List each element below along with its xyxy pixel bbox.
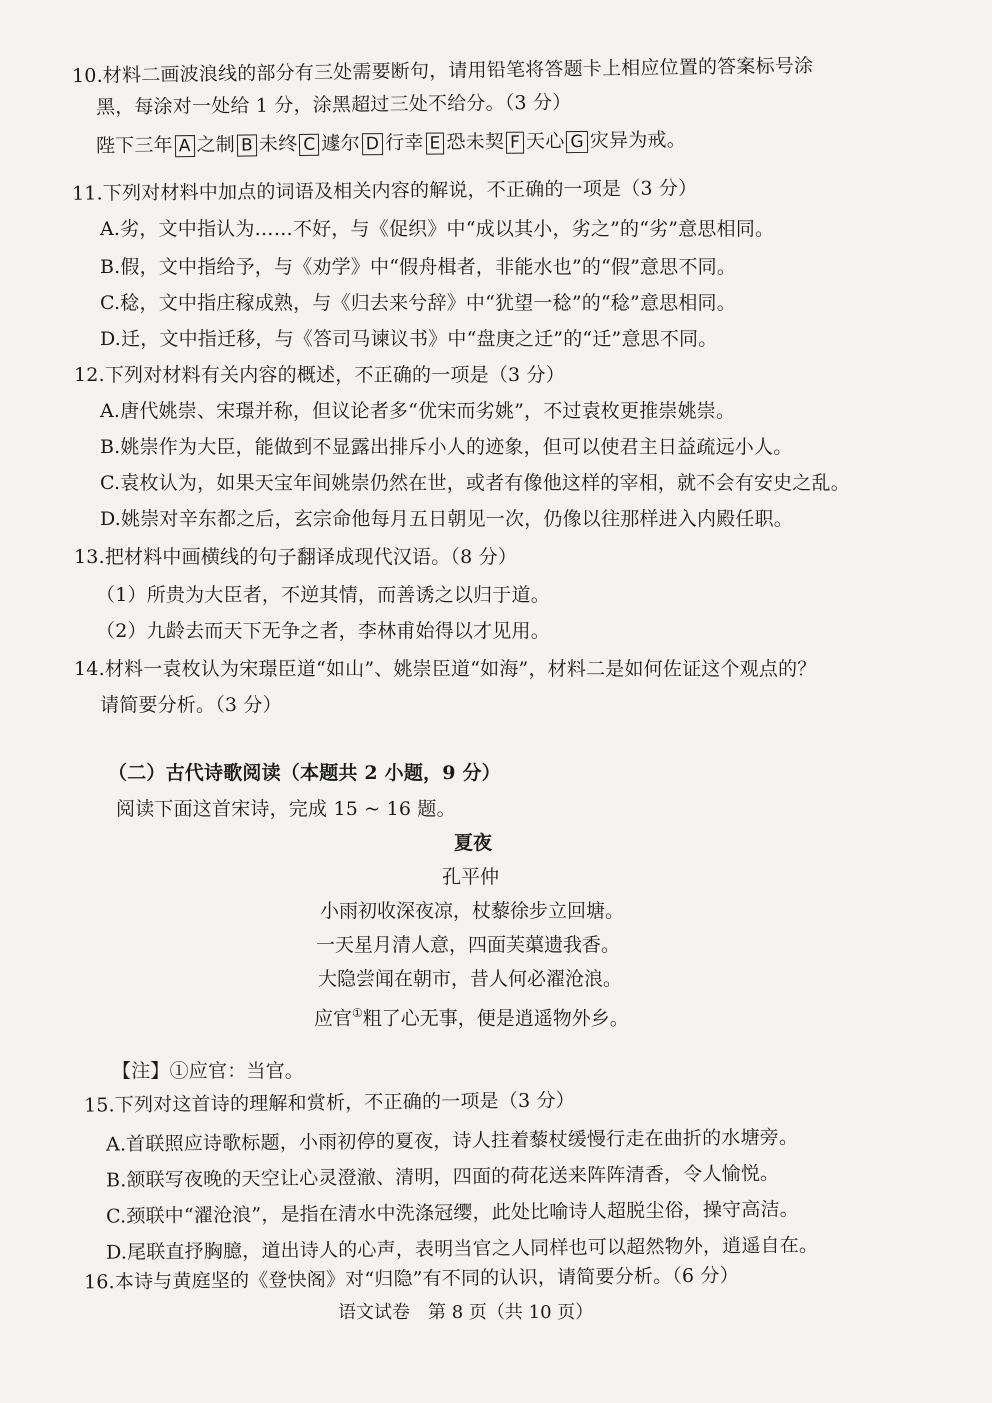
poem-title: 夏夜 bbox=[454, 832, 493, 854]
answer-label-box: A bbox=[175, 135, 195, 157]
q15-option-c: C.颈联中“濯沧浪”，是指在清水中洗涤冠缨，此处比喻诗人超脱尘俗，操守高洁。 bbox=[105, 1198, 800, 1228]
q12-option-d: D.姚崇对辛东都之后，玄宗命他每月五日朝见一次，仍像以往那样进入内殿任职。 bbox=[100, 508, 793, 530]
poem-line-2: 一天星月清人意，四面芙蕖遗我香。 bbox=[316, 934, 621, 956]
poem-author: 孔平仲 bbox=[442, 866, 500, 888]
poem-line-1: 小雨初收深夜凉，杖藜徐步立回塘。 bbox=[320, 900, 625, 922]
q11-option-c: C.稔，文中指庄稼成熟，与《归去来兮辞》中“犹望一稔”的“稔”意思相同。 bbox=[100, 292, 736, 314]
q13-stem: 13.把材料中画横线的句子翻译成现代汉语。（8 分） bbox=[74, 546, 518, 568]
segment-text: 灾异 bbox=[589, 129, 629, 152]
answer-label-box: E bbox=[425, 132, 444, 154]
q11-option-a: A.劣，文中指认为……不好，与《促织》中“成以其小，劣之”的“劣”意思相同。 bbox=[100, 218, 775, 240]
q13-item-1: （1）所贵为大臣者，不逆其情，而善诱之以归于道。 bbox=[96, 584, 550, 606]
footnote-marker: ① bbox=[352, 1006, 363, 1020]
q12-stem: 12.下列对材料有关内容的概述，不正确的一项是（3 分） bbox=[74, 364, 565, 386]
q11-option-b: B.假，文中指给予，与《劝学》中“假舟楫者，非能水也”的“假”意思不同。 bbox=[100, 256, 737, 278]
q13-item-2: （2）九龄去而天下无争之者，李林甫始得以才见用。 bbox=[96, 620, 550, 642]
q15-option-b: B.颔联写夜晚的天空让心灵澄澈、清明，四面的荷花送来阵阵清香，令人愉悦。 bbox=[105, 1162, 780, 1192]
q11-option-d: D.迁，文中指迁移，与《答司马谏议书》中“盘庚之迁”的“迁”意思不同。 bbox=[100, 328, 718, 350]
q10-line2: 黑，每涂对一处给 1 分，涂黑超过三处不给分。（3 分） bbox=[95, 91, 572, 119]
section2-intro: 阅读下面这首宋诗，完成 15 ~ 16 题。 bbox=[116, 798, 456, 820]
segment-text: 未终 bbox=[258, 132, 298, 156]
q16-stem: 16.本诗与黄庭坚的《登快阁》对“归隐”有不同的认识，请简要分析。（6 分） bbox=[83, 1264, 739, 1294]
q14-line2: 请简要分析。（3 分） bbox=[100, 694, 282, 716]
q15-stem: 15.下列对这首诗的理解和赏析，不正确的一项是（3 分） bbox=[83, 1089, 576, 1117]
segment-text: 行幸 bbox=[385, 131, 424, 155]
page-footer: 语文试卷 第 8 页（共 10 页） bbox=[338, 1302, 594, 1323]
segment-text: 天心 bbox=[525, 130, 565, 153]
poem-line-4 bbox=[314, 1000, 629, 1031]
segment-tail: 为戒。 bbox=[628, 128, 686, 152]
q11-stem: 11.下列对材料中加点的词语及相关内容的解说，不正确的一项是（3 分） bbox=[71, 177, 698, 205]
answer-label-box: B bbox=[237, 134, 257, 156]
answer-label-box: D bbox=[362, 133, 384, 155]
segment-text: 遽尔 bbox=[321, 132, 360, 155]
poem-line-3: 大隐尝闻在朝市，昔人何必濯沧浪。 bbox=[318, 968, 623, 990]
segment-text: 恐未契 bbox=[446, 130, 505, 154]
segment-text: 陛下三年 bbox=[95, 134, 173, 158]
q15-option-d: D.尾联直抒胸臆，道出诗人的心声，表明当官之人同样也可以超然物外，逍遥自在。 bbox=[105, 1234, 819, 1264]
segment-text: 之制 bbox=[196, 133, 236, 157]
answer-label-box: G bbox=[566, 131, 588, 153]
q12-option-b: B.姚崇作为大臣，能做到不显露出排斥小人的迹象，但可以使君主日益疏远小人。 bbox=[100, 436, 793, 458]
q15-option-a: A.首联照应诗歌标题，小雨初停的夏夜，诗人拄着藜杖缓慢行走在曲折的水塘旁。 bbox=[105, 1126, 799, 1156]
answer-label-box: C bbox=[299, 134, 319, 156]
q12-option-c: C.袁枚认为，如果天宝年间姚崇仍然在世，或者有像他这样的宰相，就不会有安史之乱。 bbox=[100, 472, 850, 494]
q14-line1: 14.材料一袁枚认为宋璟臣道“如山”、姚崇臣道“如海”，材料二是如何佐证这个观点的？ bbox=[74, 658, 817, 680]
q10-segment-line bbox=[96, 127, 686, 159]
answer-label-box: F bbox=[506, 132, 524, 154]
poem-note: 【注】①应官：当官。 bbox=[112, 1060, 305, 1082]
poem-line-4-post: 粗了心无事，便是逍遥物外乡。 bbox=[362, 1007, 629, 1030]
section2-heading: （二）古代诗歌阅读（本题共 2 小题，9 分） bbox=[108, 762, 501, 784]
poem-line-4-pre: 应官 bbox=[314, 1007, 353, 1030]
q10-line1: 10.材料二画波浪线的部分有三处需要断句，请用铅笔将答题卡上相应位置的答案标号涂 bbox=[71, 54, 814, 88]
q12-option-a: A.唐代姚崇、宋璟并称，但议论者多“优宋而劣姚”，不过袁枚更推崇姚崇。 bbox=[100, 400, 736, 422]
